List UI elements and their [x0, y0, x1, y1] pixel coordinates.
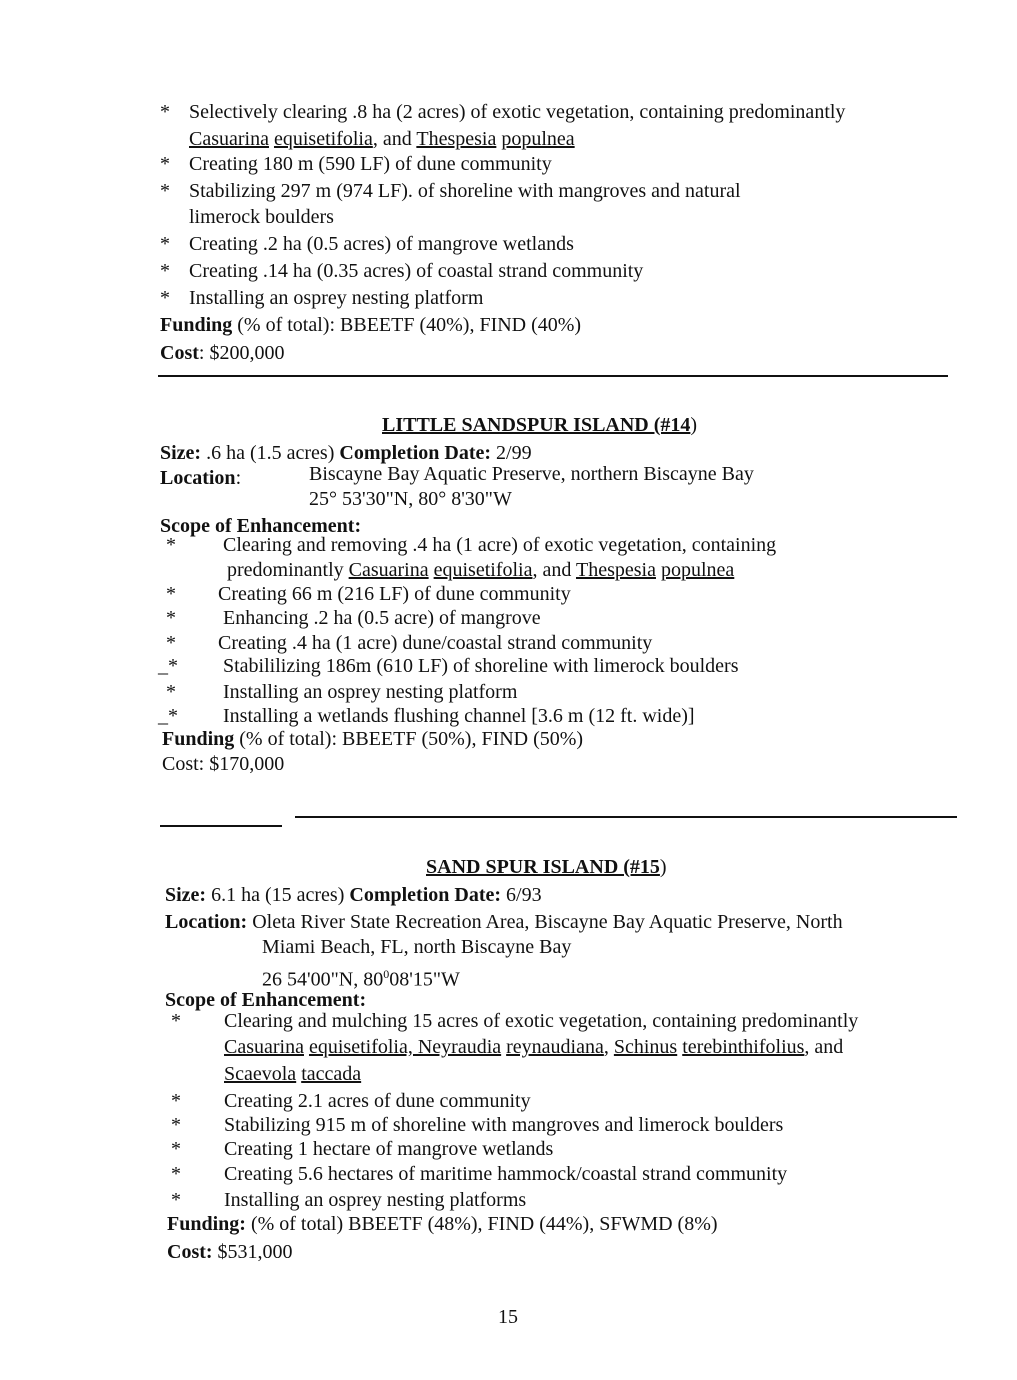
size-label: Size: [160, 442, 202, 464]
bullet-text: Creating 5.6 hectares of maritime hammock/coastal strand community [224, 1163, 788, 1185]
bullet-item [189, 100, 845, 124]
size-value: .6 ha (1.5 acres) [201, 442, 340, 464]
bullet-text: , and [372, 128, 417, 150]
bullet-item [224, 1188, 526, 1212]
divider-rule [158, 375, 948, 377]
bullet-marker: * [160, 101, 170, 123]
bullet-marker: _* [158, 705, 178, 727]
size-label: Size: [165, 884, 207, 906]
species-name: Thespesia [576, 559, 656, 581]
bullet-item [223, 533, 776, 557]
bullet-text: Creating 180 m (590 LF) of dune community [189, 153, 552, 175]
cost-label: Cost [160, 342, 199, 364]
bullet-marker: * [171, 1189, 181, 1211]
species-name: terebinthifolius [682, 1036, 805, 1058]
location-line-2: 25° 53'30"N, 80° 8'30"W [309, 488, 512, 510]
section-title [382, 413, 697, 437]
species-name: Schinus [613, 1036, 678, 1058]
location-line-1: Biscayne Bay Aquatic Preserve, northern Biscayne Bay [309, 463, 754, 485]
species-name: Casuarina [224, 1036, 304, 1058]
bullet-marker: * [171, 1138, 181, 1160]
bullet-text: Installing an osprey nesting platform [189, 287, 484, 309]
size-line [165, 883, 542, 907]
bullet-item [189, 179, 741, 203]
species-name: Thespesia [416, 128, 497, 150]
section-1-funding [160, 313, 581, 337]
bullet-item [218, 582, 571, 606]
bullet-text: Creating .14 ha (0.35 acres) of coastal strand community [189, 260, 644, 282]
species-name: equisetifolia [273, 128, 373, 150]
bullet-item [224, 1162, 787, 1186]
bullet-item [224, 1009, 858, 1033]
coordinates-a: 26 54'00"N, 80 [262, 968, 384, 991]
cost-text: $531,000 [212, 1241, 293, 1263]
bullet-item [189, 232, 574, 256]
bullet-item [224, 1089, 531, 1113]
bullet-text: Creating .4 ha (1 acre) dune/coastal strand community [218, 632, 653, 654]
bullet-text: Stabilizing 915 m of shoreline with mangroves and limerock boulders [224, 1114, 784, 1136]
scope-heading: Scope of Enhancement: [165, 989, 367, 1011]
bullet-marker: * [171, 1114, 181, 1136]
bullet-item [224, 1137, 553, 1161]
location-label: Location [160, 467, 236, 489]
bullet-text: , and [804, 1036, 844, 1058]
species-name: taccada [301, 1063, 362, 1085]
section-2-funding [162, 727, 583, 751]
bullet-item [224, 1035, 843, 1059]
section-1-cost [160, 341, 284, 365]
bullet-text: Stabililizing 186m (610 LF) of shoreline with limerock boulders [223, 655, 739, 677]
location-label-line [160, 466, 241, 490]
coordinates-b: 08'15"W [389, 968, 460, 991]
funding-text: (% of total): BBEETF (50%), FIND (50%) [234, 728, 584, 750]
bullet-marker: * [166, 607, 176, 629]
bullet-item [223, 654, 738, 678]
completion-value: 6/93 [501, 884, 542, 906]
page-number: 15 [498, 1306, 518, 1328]
bullet-marker: * [160, 153, 170, 175]
completion-label: Completion Date: [339, 442, 492, 464]
species-name: equisetifolia, Neyraudia [308, 1036, 502, 1058]
section-3-cost [167, 1240, 293, 1264]
bullet-marker: * [160, 260, 170, 282]
section-title-text: SAND SPUR ISLAND (#15 [426, 856, 660, 878]
section-title-close: ) [690, 414, 698, 436]
bullet-item [223, 606, 541, 630]
location-colon: : [235, 467, 242, 489]
bullet-text: Installing an osprey nesting platforms [224, 1189, 527, 1211]
bullet-marker: * [171, 1163, 181, 1185]
section-title-close: ) [659, 856, 667, 878]
bullet-marker: * [171, 1010, 181, 1032]
bullet-item [189, 152, 552, 176]
bullet-item [189, 286, 483, 310]
bullet-item [189, 205, 334, 229]
location-text: Oleta River State Recreation Area, Biscayne Bay Aquatic Preserve, North [247, 911, 843, 933]
bullet-text: Selectively clearing .8 ha (2 acres) of exotic vegetation, containing predominantly [189, 101, 846, 123]
degree-sup: 0 [383, 967, 390, 981]
bullet-text: Creating .2 ha (0.5 acres) of mangrove wetlands [189, 233, 574, 255]
bullet-marker: * [166, 632, 176, 654]
bullet-marker: * [166, 583, 176, 605]
funding-label: Funding [162, 728, 235, 750]
bullet-text: Enhancing .2 ha (0.5 acre) of mangrove [223, 607, 541, 629]
funding-label: Funding: [167, 1213, 246, 1235]
species-name: populnea [501, 128, 575, 150]
location-label: Location: [165, 911, 248, 933]
bullet-text: Creating 66 m (216 LF) of dune community [218, 583, 571, 605]
section-2-cost: Cost: $170,000 [162, 753, 285, 775]
bullet-text: , and [532, 559, 576, 581]
section-3-funding [167, 1212, 718, 1236]
completion-label: Completion Date: [349, 884, 502, 906]
funding-label: Funding [160, 314, 233, 336]
species-name: Casuarina [189, 128, 269, 150]
section-title [426, 855, 667, 879]
bullet-item [224, 1113, 783, 1137]
species-name: Scaevola [224, 1063, 297, 1085]
scope-heading: Scope of Enhancement: [160, 515, 362, 537]
bullet-text: Creating 2.1 acres of dune community [224, 1090, 531, 1112]
bullet-text: Stabilizing 297 m (974 LF). of shoreline with mangroves and natural [189, 180, 741, 202]
cost-text: : $200,000 [198, 342, 285, 364]
bullet-text: , [603, 1036, 614, 1058]
divider-rule-right [295, 816, 957, 818]
species-name: Casuarina [348, 559, 429, 581]
bullet-marker: _* [158, 655, 178, 677]
bullet-marker: * [160, 287, 170, 309]
bullet-marker: * [166, 534, 176, 556]
section-title-text: LITTLE SANDSPUR ISLAND (#14 [382, 414, 691, 436]
species-name: populnea [660, 559, 735, 581]
bullet-marker: * [160, 233, 170, 255]
location-line-1 [165, 910, 843, 934]
bullet-text: Clearing and removing .4 ha (1 acre) of exotic vegetation, containing [223, 534, 777, 556]
bullet-item [223, 680, 517, 704]
bullet-item [224, 1062, 361, 1086]
bullet-text: Installing an osprey nesting platform [223, 681, 518, 703]
divider-rule-left [160, 825, 282, 827]
bullet-text: Creating 1 hectare of mangrove wetlands [224, 1138, 554, 1160]
location-line-2: Miami Beach, FL, north Biscayne Bay [262, 936, 572, 958]
size-value: 6.1 ha (15 acres) [206, 884, 350, 906]
bullet-marker: * [160, 180, 170, 202]
bullet-text: predominantly [227, 559, 349, 581]
species-name: equisetifolia [433, 559, 533, 581]
bullet-text: Clearing and mulching 15 acres of exotic vegetation, containing predominantly [224, 1010, 859, 1032]
bullet-item [189, 259, 643, 283]
bullet-marker: * [171, 1090, 181, 1112]
cost-label: Cost: [167, 1241, 213, 1263]
bullet-item [223, 704, 695, 728]
bullet-text: Installing a wetlands flushing channel [3.6 m (12 ft. wide)] [223, 705, 695, 727]
bullet-item [189, 127, 575, 151]
completion-value: 2/99 [491, 442, 532, 464]
bullet-text: limerock boulders [189, 206, 334, 228]
bullet-marker: * [166, 681, 176, 703]
bullet-item [218, 631, 652, 655]
funding-text: (% of total) BBEETF (48%), FIND (44%), SFWMD (8%) [245, 1213, 718, 1235]
species-name: reynaudiana [506, 1036, 604, 1058]
funding-text: (% of total): BBEETF (40%), FIND (40%) [232, 314, 582, 336]
bullet-item [227, 558, 734, 582]
